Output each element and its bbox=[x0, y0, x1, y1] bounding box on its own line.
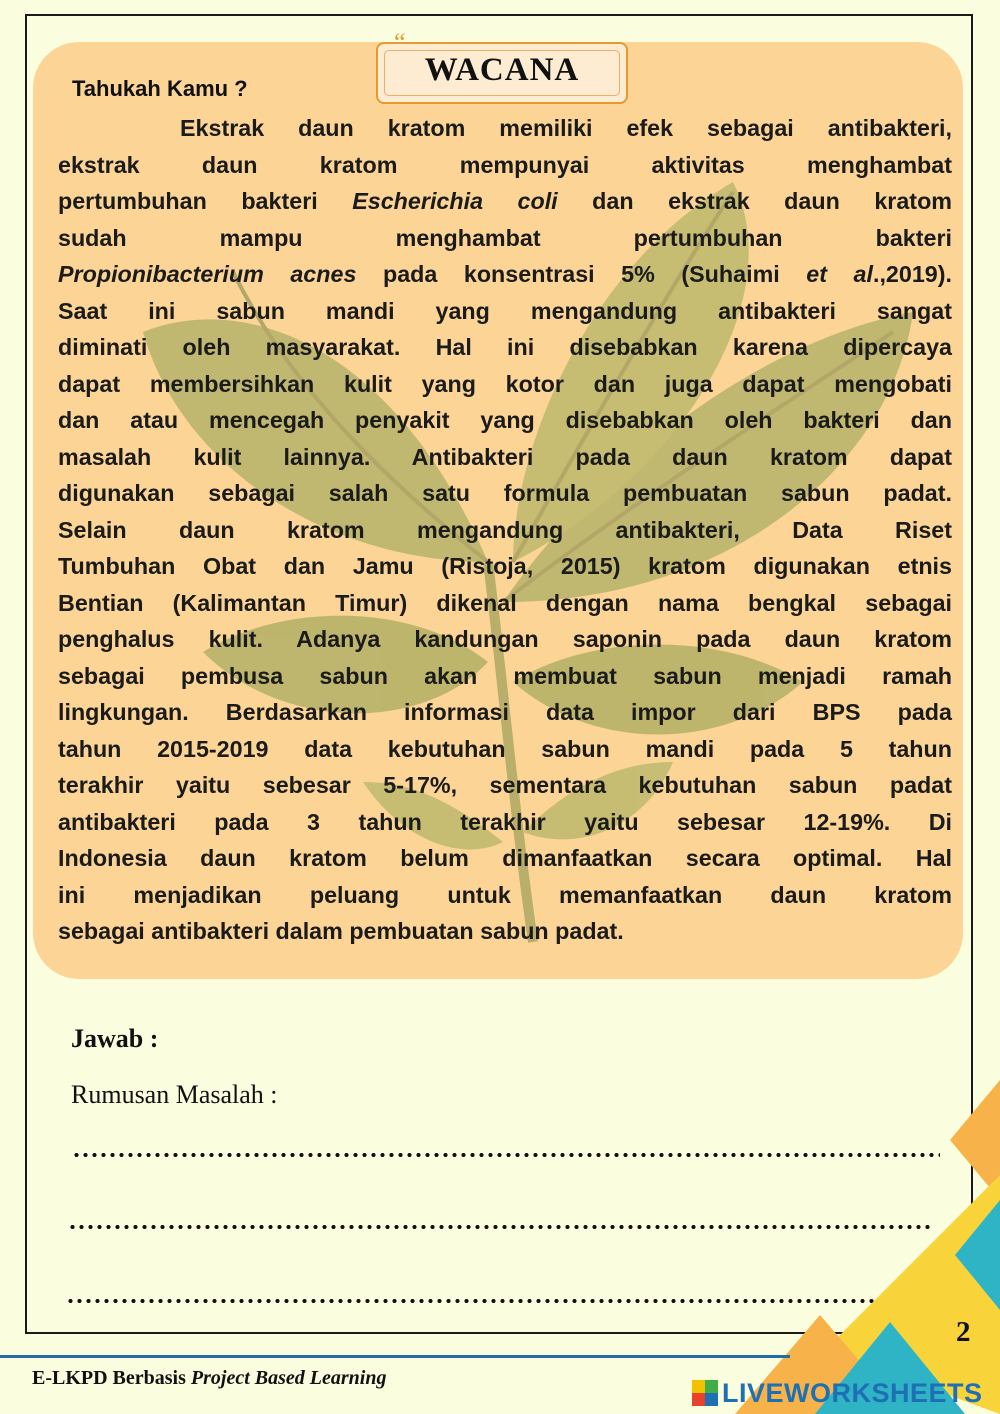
liveworksheets-icon bbox=[692, 1380, 718, 1406]
passage-line: Bentian (Kalimantan Timur) dikenal dengan nama bengkal sebagai bbox=[58, 589, 952, 616]
jawab-label: Jawab : bbox=[71, 1024, 159, 1053]
passage-line: masalah kulit lainnya. Antibakteri pada daun kratom dapat bbox=[58, 443, 952, 470]
passage-line: terakhir yaitu sebesar 5-17%, sementara kebutuhan sabun padat bbox=[58, 772, 952, 798]
liveworksheets-brand: LIVEWORKSHEETS bbox=[722, 1377, 983, 1408]
passage-line: dapat membersihkan kulit yang kotor dan juga dapat mengobati bbox=[58, 370, 952, 397]
passage-line: penghalus kulit. Adanya kandungan saponin pada daun kratom bbox=[58, 626, 952, 652]
passage-line: Indonesia daun kratom belum dimanfaatkan secara optimal. Hal bbox=[58, 845, 952, 871]
passage-body bbox=[58, 110, 952, 950]
passage-line: Ekstrak daun kratom memiliki efek sebagai antibakteri, bbox=[180, 115, 952, 141]
passage-line: sudah mampu menghambat pertumbuhan bakteri bbox=[58, 224, 952, 251]
passage-heading: Tahukah Kamu ? bbox=[72, 76, 248, 101]
passage-line: dan atau mencegah penyakit yang disebabkan oleh bakteri dan bbox=[58, 407, 952, 433]
passage-line: antibakteri pada 3 tahun terakhir yaitu sebesar 12-19%. Di bbox=[58, 808, 952, 835]
quote-icon: “ bbox=[394, 28, 406, 57]
passage-line: sebagai antibakteri dalam pembuatan sabun padat. bbox=[58, 918, 624, 944]
passage-line: tahun 2015-2019 data kebutuhan sabun mandi pada 5 tahun bbox=[58, 735, 952, 762]
passage-line: diminati oleh masyarakat. Hal ini disebabkan karena dipercaya bbox=[58, 334, 952, 360]
passage-line: Tumbuhan Obat dan Jamu (Ristoja, 2015) kratom digunakan etnis bbox=[58, 553, 952, 579]
footer-title: E-LKPD Berbasis Project Based Learning bbox=[32, 1367, 387, 1389]
passage-line: Selain daun kratom mengandung antibakteri, Data Riset bbox=[58, 516, 952, 543]
rumusan-masalah-label: Rumusan Masalah : bbox=[71, 1080, 278, 1109]
footer-divider bbox=[0, 1355, 790, 1358]
passage-line: ini menjadikan peluang untuk memanfaatkan daun kratom bbox=[58, 881, 952, 908]
liveworksheets-logo[interactable] bbox=[692, 1376, 983, 1410]
wacana-title: WACANA bbox=[424, 52, 580, 88]
passage-line: Propionibacterium acnes pada konsentrasi 5% (Suhaimi et al.,2019). bbox=[58, 261, 952, 287]
passage-line: Saat ini sabun mandi yang mengandung antibakteri sangat bbox=[58, 297, 952, 324]
passage-line: sebagai pembusa sabun akan membuat sabun menjadi ramah bbox=[58, 662, 952, 689]
wacana-title-tab bbox=[376, 42, 628, 104]
passage-line: lingkungan. Berdasarkan informasi data impor dari BPS pada bbox=[58, 699, 952, 725]
passage-line: ekstrak daun kratom mempunyai aktivitas menghambat bbox=[58, 151, 952, 178]
passage-line: digunakan sebagai salah satu formula pembuatan sabun padat. bbox=[58, 480, 952, 506]
page-number: 2 bbox=[956, 1316, 971, 1348]
corner-decoration bbox=[700, 1060, 1000, 1414]
passage-line: pertumbuhan bakteri Escherichia coli dan ekstrak daun kratom bbox=[58, 188, 953, 214]
